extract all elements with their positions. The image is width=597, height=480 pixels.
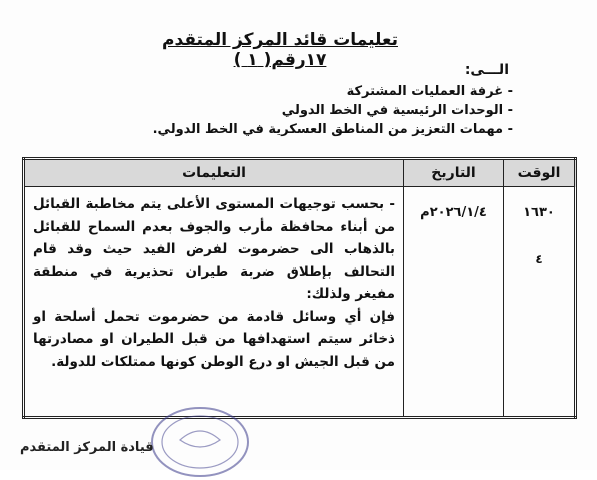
to-label: الـــى:	[464, 62, 509, 78]
date-value: ٢٠٢٦/١/٤م	[420, 205, 487, 220]
time-mark: ٤	[535, 252, 543, 266]
time-cell	[504, 187, 576, 418]
instruction-paragraph-2: فإن أي وسائل قادمة من حضرموت تحمل أسلحة او ذخائر سيتم استهدافها من قبل الطيران او مصادرتها من قبل الجيش او درع الوطن كونها ممتلكات للدولة.	[33, 308, 395, 370]
document-title: تعليمات قائد المركز المتقدم ١٧رقم( ١ )	[162, 30, 398, 70]
header-time: الوقت	[504, 159, 576, 187]
recipient-item: - الوحدات الرئيسية في الخط الدولي	[133, 101, 513, 120]
instructions-cell	[24, 187, 404, 418]
recipient-item: - غرفة العمليات المشتركة	[133, 82, 513, 101]
table-row	[24, 187, 576, 418]
header-instructions: التعليمات	[24, 159, 404, 187]
time-value: ١٦٣٠	[523, 205, 555, 220]
signature-block: قيادة المركز المتقدم	[20, 440, 154, 455]
header-date: التاريخ	[404, 159, 504, 187]
recipient-item: - مهمات التعزيز من المناطق العسكرية في الخط الدولي.	[133, 120, 513, 139]
instruction-paragraph-1: - بحسب توجيهات المستوى الأعلى يتم مخاطبة القبائل من أبناء محافظة مأرب والجوف بعدم السماح للقبائل بالذهاب الى حضرموت لفرض الفيد حيث وقد قام التحالف بإطلاق ضربة طيران تحذيرية في منطقة مفيغر ولذلك:	[33, 196, 395, 302]
instructions-table	[22, 157, 577, 419]
date-cell	[404, 187, 504, 418]
table-header-row	[24, 159, 576, 187]
official-stamp	[140, 400, 260, 480]
recipients-list	[133, 82, 513, 139]
